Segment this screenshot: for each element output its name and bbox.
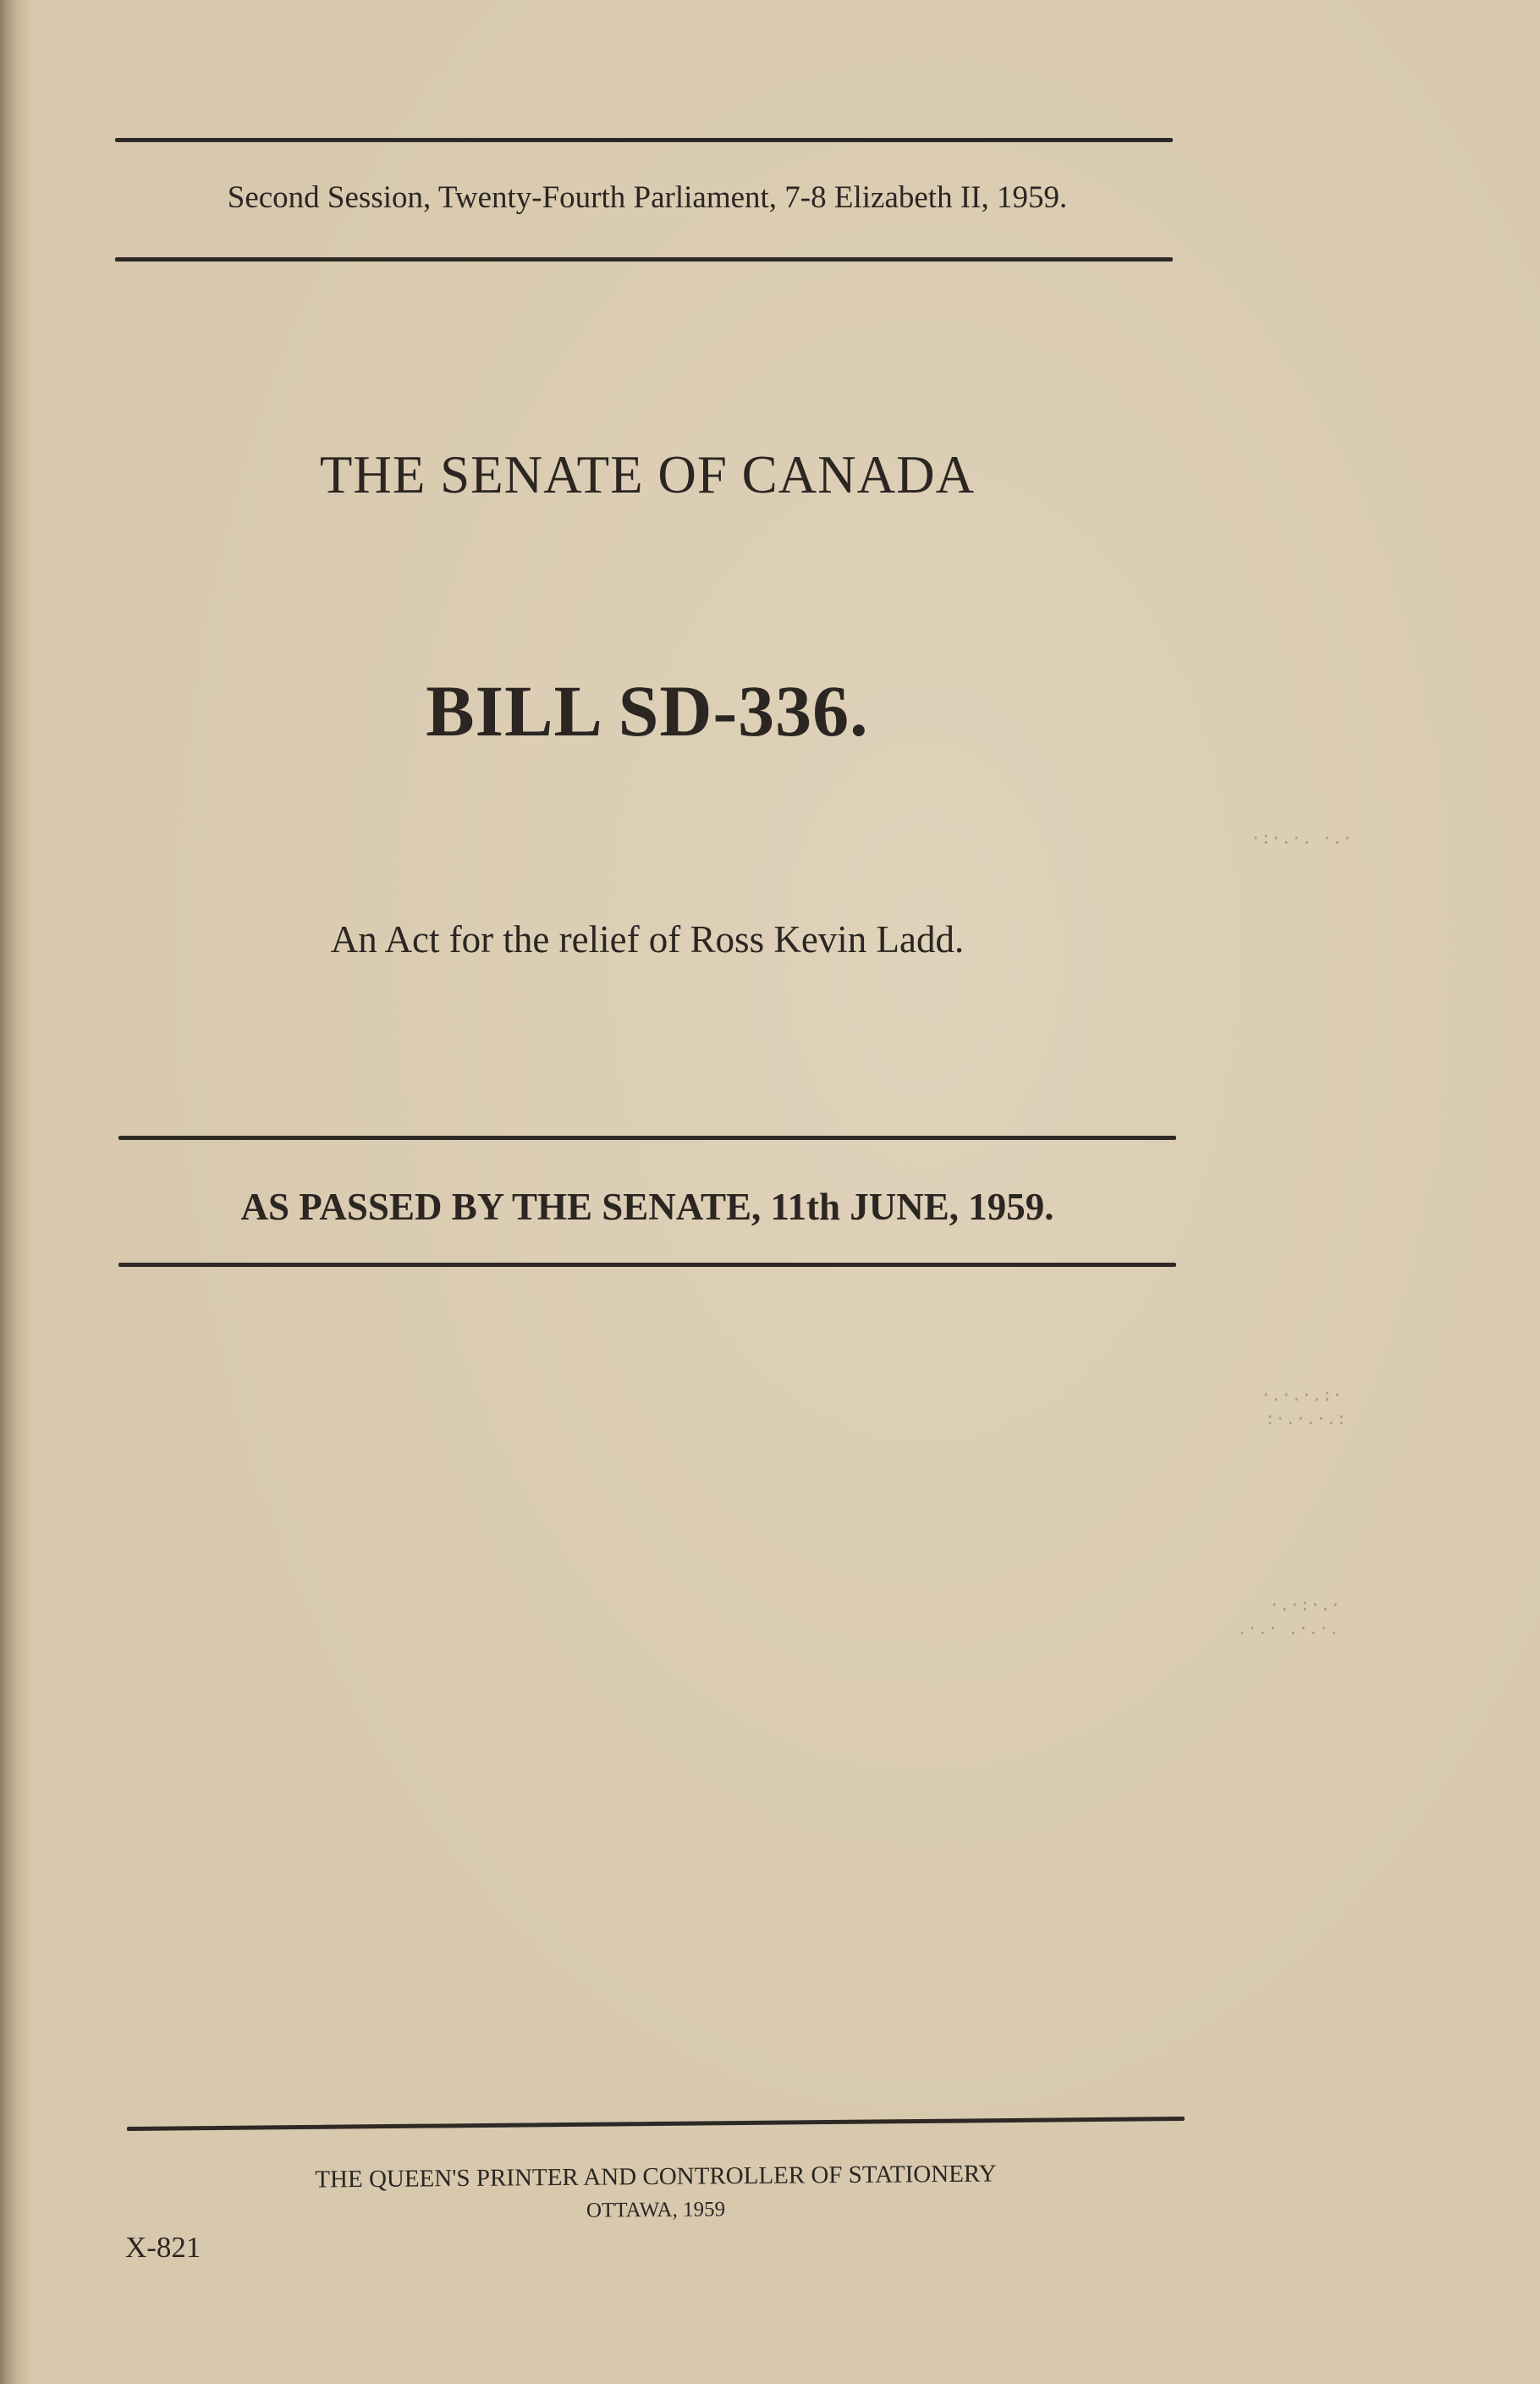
passed-rule-upper	[118, 1136, 1176, 1140]
senate-heading: THE SENATE OF CANADA	[319, 445, 976, 504]
bleed-through-mark: ·.·:·.·	[1269, 1594, 1341, 1615]
bleed-through-mark: :·.·.·.:	[1265, 1408, 1347, 1429]
act-description: An Act for the relief of Ross Kevin Ladd.	[330, 918, 965, 961]
bleed-through-mark: .·.· .·.·.	[1237, 1618, 1339, 1638]
bleed-through-mark: ·:·.·. ·.·	[1251, 828, 1353, 848]
bleed-through-mark: ·.·.·.:·	[1261, 1385, 1343, 1405]
bill-number: BILL SD-336.	[426, 670, 869, 752]
city-line: OTTAWA, 1959	[586, 2198, 726, 2222]
passed-line: AS PASSED BY THE SENATE, 11th JUNE, 1959.	[240, 1186, 1054, 1228]
document-code: X-821	[125, 2231, 201, 2264]
footer-rule	[127, 2117, 1185, 2131]
top-rule-upper	[115, 138, 1173, 142]
top-rule-lower	[115, 257, 1173, 262]
passed-rule-lower	[118, 1263, 1176, 1267]
session-line: Second Session, Twenty-Fourth Parliament, 7-8 Elizabeth II, 1959.	[227, 180, 1068, 215]
printer-line: THE QUEEN'S PRINTER AND CONTROLLER OF STATIONERY	[315, 2160, 997, 2194]
